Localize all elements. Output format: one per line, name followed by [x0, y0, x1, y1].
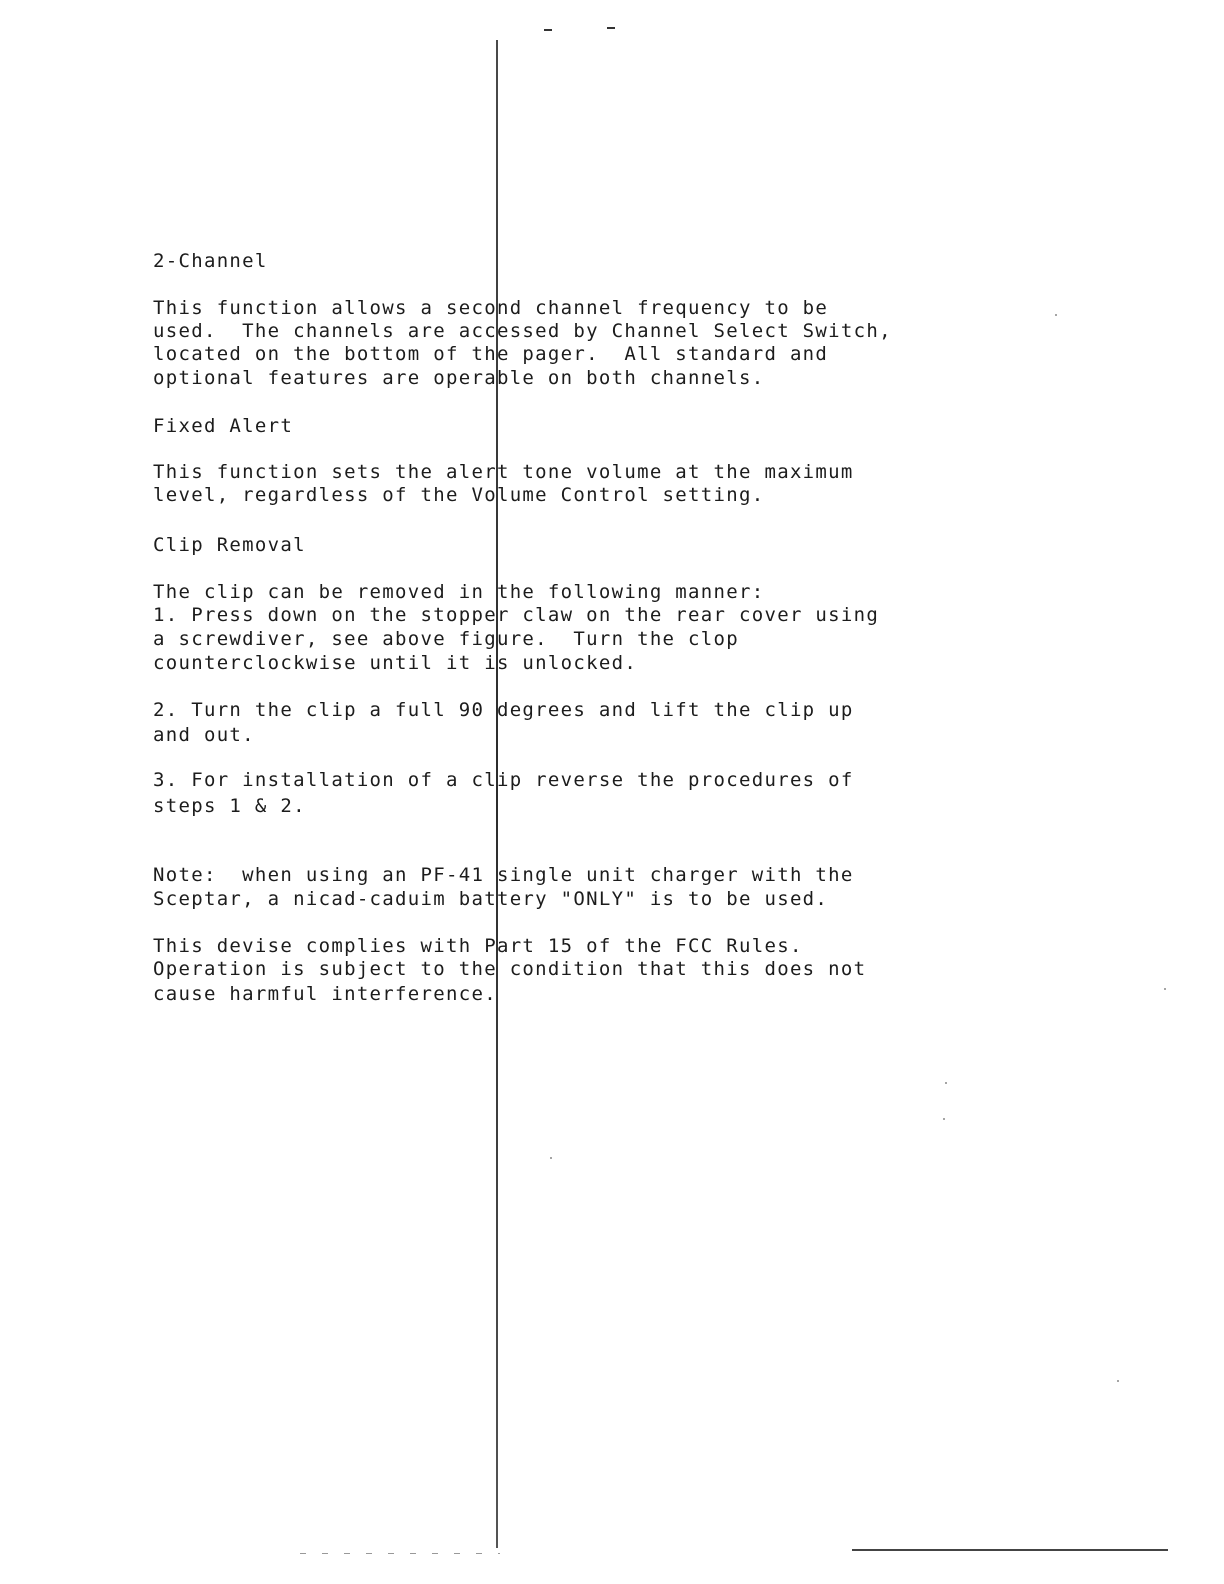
- scan-speck: [550, 1157, 552, 1159]
- heading-2-channel: 2-Channel: [153, 250, 268, 272]
- note-line: Note: when using an PF-41 single unit charger with the: [153, 864, 854, 886]
- paragraph-line: used. The channels are accessed by Channel Select Switch,: [153, 320, 892, 342]
- scan-speck: [945, 1082, 947, 1084]
- paragraph-line: steps 1 & 2.: [153, 795, 306, 817]
- paragraph-line: 2. Turn the clip a full 90 degrees and lift the clip up: [153, 699, 854, 721]
- heading-clip-removal: Clip Removal: [153, 534, 306, 556]
- paragraph-line: 1. Press down on the stopper claw on the rear cover using: [153, 604, 880, 626]
- bottom-rule-line: [852, 1549, 1168, 1551]
- paragraph-line: This function sets the alert tone volume at the maximum: [153, 461, 854, 483]
- bottom-scan-noise: [300, 1553, 500, 1554]
- top-mark-left: [544, 29, 552, 31]
- scan-speck: [943, 1118, 945, 1120]
- fcc-line: cause harmful interference.: [153, 983, 497, 1005]
- top-mark-right: [607, 27, 615, 29]
- scan-speck: [1117, 1380, 1119, 1382]
- paragraph-line: 3. For installation of a clip reverse the procedures of: [153, 769, 854, 791]
- paragraph-line: level, regardless of the Volume Control setting.: [153, 484, 765, 506]
- paragraph-line: a screwdiver, see above figure. Turn the clop: [153, 628, 739, 650]
- paragraph-line: counterclockwise until it is unlocked.: [153, 652, 638, 674]
- scan-speck: [1164, 988, 1166, 990]
- paragraph-line: optional features are operable on both channels.: [153, 367, 765, 389]
- scan-speck: [1055, 314, 1057, 316]
- paragraph-line: and out.: [153, 724, 255, 746]
- fold-crease-line: [496, 40, 498, 1548]
- note-line: Sceptar, a nicad-caduim battery "ONLY" is to be used.: [153, 888, 829, 910]
- fcc-line: Operation is subject to the condition that this does not: [153, 958, 867, 980]
- paragraph-line: located on the bottom of the pager. All standard and: [153, 343, 829, 365]
- paragraph-line: The clip can be removed in the following manner:: [153, 581, 765, 603]
- heading-fixed-alert: Fixed Alert: [153, 415, 294, 437]
- fcc-line: This devise complies with Part 15 of the FCC Rules.: [153, 935, 803, 957]
- paragraph-line: This function allows a second channel frequency to be: [153, 297, 829, 319]
